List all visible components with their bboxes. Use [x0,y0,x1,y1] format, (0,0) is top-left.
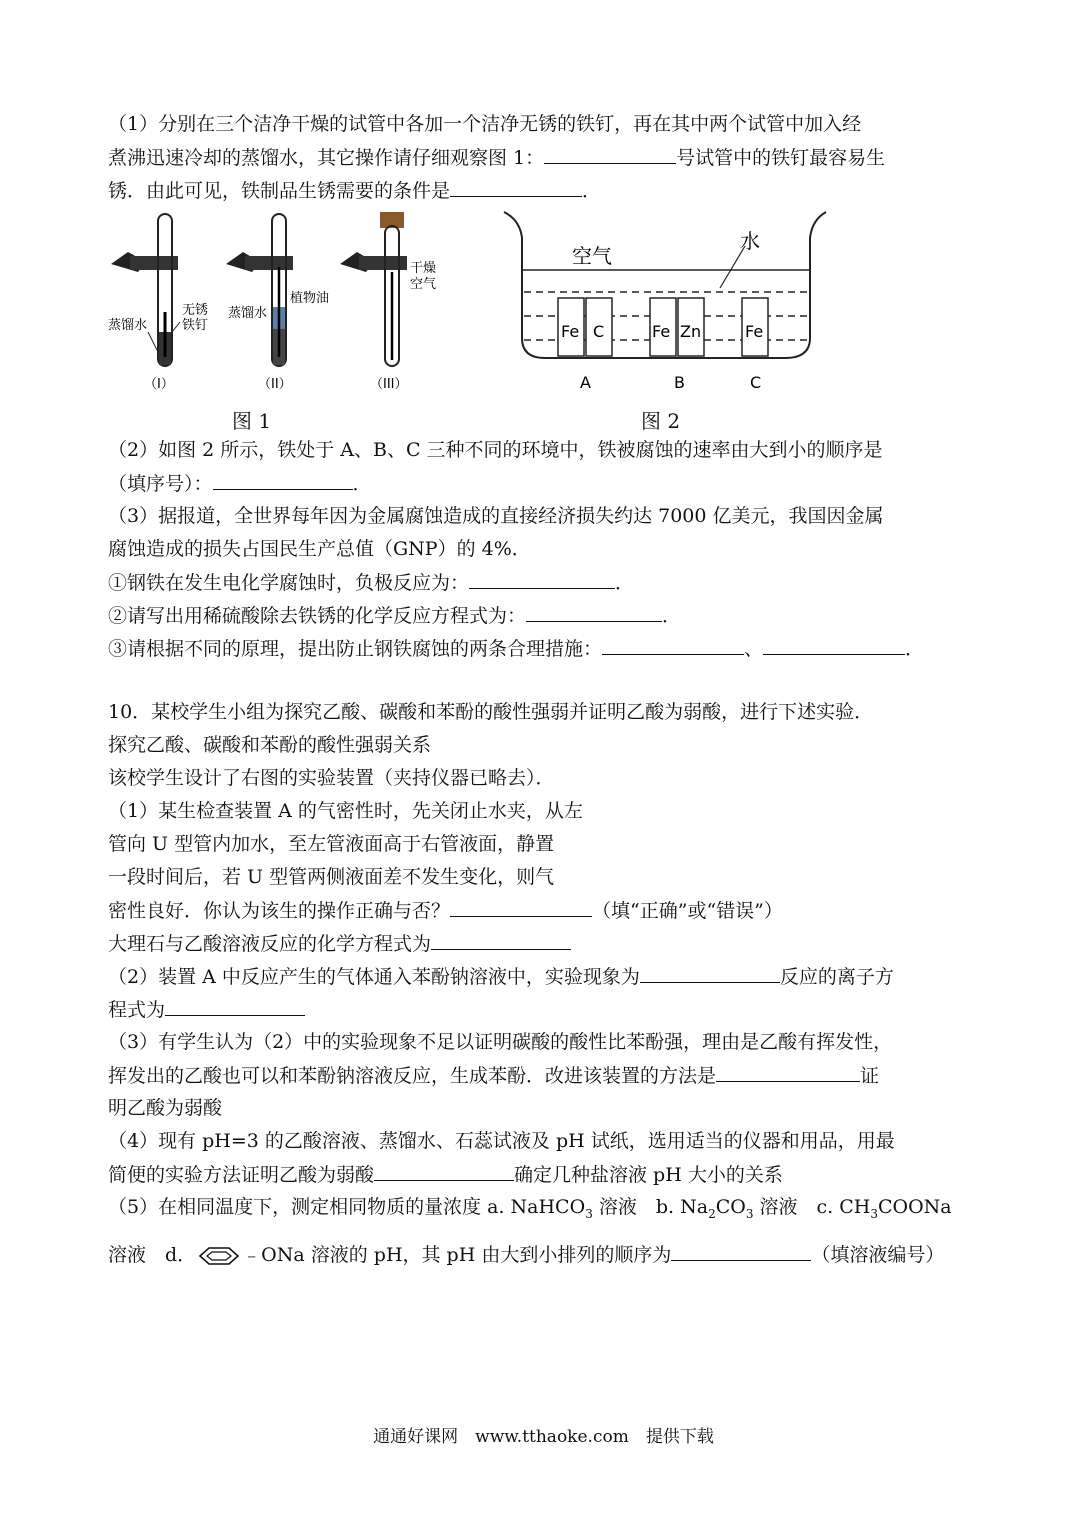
q9-part3-line1: （3）据报道，全世界每年因为金属腐蚀造成的直接经济损失约达 7000 亿美元，我国因金属 [108,505,884,527]
q10-line11: （3）有学生认为（2）中的实验现象不足以证明碳酸的酸性比苯酚强，理由是乙酸有挥发性， [108,1031,893,1053]
answer-blank[interactable] [763,636,905,655]
q10-line3: 该校学生设计了右图的实验装置（夹持仪器已略去）． [108,767,555,789]
q9-part1-text: 煮沸迅速冷却的蒸馏水，其它操作请仔细观察图 1： [108,147,545,169]
subscript: 3 [745,1206,754,1221]
q9-part1-line3 [108,178,601,203]
q10-text: （5）在相同温度下，测定相同物质的量浓度 a. NaHCO [108,1196,586,1218]
q10-line9 [108,964,894,989]
q10-line6: 一段时间后，若 U 型管两侧液面差不发生变化，则气 [108,866,555,888]
tube1-label-nail-2: 铁钉 [182,318,209,333]
answer-blank[interactable] [469,570,615,589]
cell-c [742,298,768,392]
cell-a-electrode-2: C [593,322,605,341]
test-tube-1 [108,214,208,392]
subscript: 3 [870,1206,878,1221]
q10-text: （填溶液编号） [811,1244,945,1266]
answer-blank[interactable] [213,471,353,490]
answer-blank[interactable] [544,145,676,164]
answer-blank[interactable] [671,1242,811,1261]
q10-text: 大理石与乙酸溶液反应的化学方程式为 [108,933,432,955]
q10-text: COONa [877,1196,952,1218]
tube1-label-nail-1: 无锈 [182,303,209,318]
figure-1-caption: 图 1 [232,409,272,433]
figure-2-beaker [500,208,830,402]
q10-line2: 探究乙酸、碳酸和苯酚的酸性强弱关系 [108,734,432,756]
q10-text: 密性良好．你认为该生的操作正确与否？ [108,900,451,922]
cell-c-electrode: Fe [745,322,764,341]
q10-line17 [108,1242,944,1267]
q9-part1-text: 锈．由此可见，铁制品生锈需要的条件是 [108,180,451,202]
cell-b [650,298,704,392]
answer-blank[interactable] [431,931,571,950]
q9-part3-text: ． [905,638,925,660]
q10-line15 [108,1162,783,1187]
q9-part3-item3 [108,636,924,661]
q9-part3-text: 、 [744,638,764,660]
q10-line14: （4）现有 pH=3 的乙酸溶液、蒸馏水、石蕊试液及 pH 试纸，选用适当的仪器和用品，用最 [108,1130,895,1152]
tube2-label-oil: 植物油 [290,291,330,306]
q10-text: 证 [860,1065,880,1087]
answer-blank[interactable] [450,898,592,917]
water-label: 水 [740,229,760,253]
tube1-numeral: （I） [144,377,174,392]
q9-part1-line2 [108,145,885,170]
q10-text: 溶液 b. Na [592,1196,709,1218]
q10-line5: 管向 U 型管内加水，至左管液面高于右管液面，静置 [108,833,555,855]
answer-blank[interactable] [450,178,582,197]
q10-text: （2）装置 A 中反应产生的气体通入苯酚钠溶液中，实验现象为 [108,966,640,988]
cell-b-tag: B [674,373,685,392]
cell-a-electrode-1: Fe [561,322,580,341]
q10-text: （填“正确”或“错误”） [592,900,783,922]
tube3-label-air: 空气 [410,277,437,292]
q10-line7 [108,898,783,923]
q10-line16 [108,1195,952,1226]
footer: 通通好课网 www.tthaoke.com 提供下载 [373,1427,714,1447]
q9-part3-item1 [108,570,634,595]
answer-blank[interactable] [602,636,744,655]
q10-line1: 10．某校学生小组为探究乙酸、碳酸和苯酚的酸性强弱并证明乙酸为弱酸，进行下述实验． [108,701,874,723]
q10-line8 [108,931,571,956]
answer-blank[interactable] [374,1162,514,1181]
tube1-label-water: 蒸馏水 [108,318,148,333]
q9-part3-text: ③请根据不同的原理，提出防止钢铁腐蚀的两条合理措施： [108,638,603,660]
figure-2-caption: 图 2 [641,409,681,433]
subscript: 3 [585,1206,593,1221]
tube2-label-water: 蒸馏水 [228,306,268,321]
cell-a-tag: A [580,373,591,392]
cell-c-tag: C [750,373,762,392]
q10-line4: （1）某生检查装置 A 的气密性时，先关闭止水夹，从左 [108,800,583,822]
answer-blank[interactable] [526,603,662,622]
q10-text: CO [715,1196,746,1218]
q10-text: 溶液 d． [108,1244,197,1266]
cell-b-electrode-2: Zn [680,322,702,341]
subscript: 2 [708,1206,716,1221]
q10-text: 程式为 [108,999,166,1021]
q9-part1-text: 号试管中的铁钉最容易生 [676,147,886,169]
q9-part1-text: ． [582,180,602,202]
air-label: 空气 [572,244,612,268]
q10-text: 反应的离子方 [779,966,894,988]
q9-part3-text: ． [662,605,682,627]
q9-part3-text: ②请写出用稀硫酸除去铁锈的化学反应方程式为： [108,605,527,627]
q9-part2-line2 [108,471,372,496]
test-tube-2 [226,214,329,392]
answer-blank[interactable] [716,1063,860,1082]
cell-a [558,298,612,392]
q9-part2-line1: （2）如图 2 所示，铁处于 A、B、C 三种不同的环境中，铁被腐蚀的速率由大到小的顺序是 [108,439,883,461]
q9-part1-line1: （1）分别在三个洁净干燥的试管中各加一个洁净无锈的铁钉，再在其中两个试管中加入经 [108,113,862,135]
q10-text: 简便的实验方法证明乙酸为弱酸 [108,1164,375,1186]
q9-part3-text: ． [615,572,635,594]
answer-blank[interactable] [165,997,305,1016]
tube3-label-dry: 干燥 [410,261,437,276]
figure-1-test-tubes [108,212,448,401]
q9-part3-line2: 腐蚀造成的损失占国民生产总值（GNP）的 4%． [108,538,531,560]
q10-line10 [108,997,305,1022]
q9-part3-item2 [108,603,681,628]
q10-text: 确定几种盐溶液 pH 大小的关系 [514,1164,783,1186]
q10-line12 [108,1063,879,1088]
q9-part2-text: ． [352,473,372,495]
q10-text: 挥发出的乙酸也可以和苯酚钠溶液反应，生成苯酚．改进该装置的方法是 [108,1065,717,1087]
tube3-numeral: （III） [370,377,408,392]
q9-part2-text: （填序号）： [108,473,213,495]
tube2-numeral: （II） [258,377,292,392]
cell-b-electrode-1: Fe [652,322,671,341]
q10-text: ﹣ONa 溶液的 pH，其 pH 由大到小排列的顺序为 [242,1244,672,1266]
answer-blank[interactable] [640,964,780,983]
q10-line13: 明乙酸为弱酸 [108,1097,223,1119]
benzene-ring-icon [196,1245,242,1267]
q9-part3-text: ①钢铁在发生电化学腐蚀时，负极反应为： [108,572,470,594]
q10-text: 溶液 c. CH [753,1196,871,1218]
test-tube-3 [340,212,436,392]
